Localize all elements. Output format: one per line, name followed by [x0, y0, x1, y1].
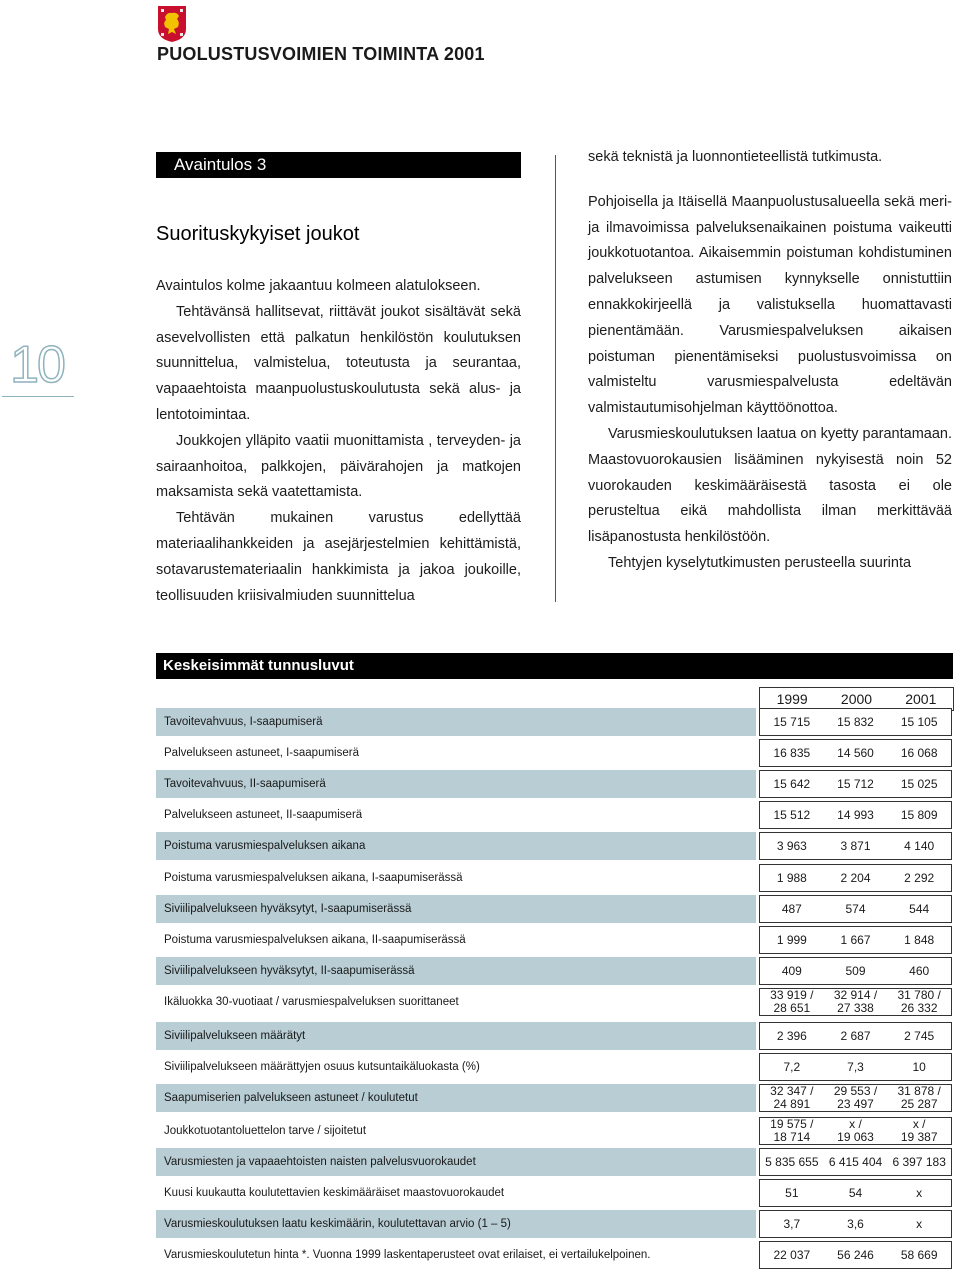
table-row	[156, 801, 953, 829]
row-label: Tavoitevahvuus, I-saapumiserä	[156, 708, 756, 736]
value-cell: 56 246	[837, 1247, 874, 1262]
row-label: Saapumiserien palvelukseen astuneet / koulutetut	[156, 1084, 756, 1112]
paragraph: Avaintulos kolme jakaantuu kolmeen alatulokseen.	[156, 278, 481, 294]
row-values	[759, 1210, 952, 1238]
table-row	[156, 926, 953, 954]
table-row	[156, 988, 953, 1016]
value-cell: 2 687	[840, 1028, 871, 1043]
row-label: Siviilipalvelukseen määrättyjen osuus kutsuntaikäluokasta (%)	[164, 1061, 480, 1073]
value-cell: 32 347 / 24 891	[770, 1084, 814, 1111]
row-values	[759, 988, 952, 1016]
row-values	[759, 957, 952, 985]
value-cell: 15 715	[773, 714, 811, 729]
table-row	[156, 1117, 953, 1145]
row-label: Siviilipalvelukseen hyväksytyt, I-saapumiserässä	[156, 895, 756, 923]
value-cell: 2 292	[904, 870, 935, 885]
left-text-column	[156, 274, 521, 609]
row-values	[759, 708, 952, 736]
row-values	[759, 895, 952, 923]
row-values	[759, 1241, 952, 1269]
table-row	[156, 1179, 953, 1207]
value-cell: 15 712	[837, 776, 874, 791]
row-values	[759, 1179, 952, 1207]
row-label: Varusmieskoulutuksen laatu keskimäärin, koulutettavan arvio (1 – 5)	[156, 1210, 756, 1238]
value-cell: 15 809	[900, 807, 938, 822]
row-values	[759, 770, 952, 798]
key-figures-title: Keskeisimmät tunnusluvut	[156, 653, 953, 679]
table-row	[156, 1053, 953, 1081]
table-row	[156, 895, 953, 923]
value-cell: 460	[909, 963, 930, 978]
value-cell: 31 878 / 25 287	[897, 1084, 941, 1111]
row-values	[759, 832, 952, 860]
table-row	[156, 739, 953, 767]
value-cell: 4 140	[904, 838, 935, 853]
value-cell: 574	[845, 901, 866, 916]
value-cell: 32 914 / 27 338	[833, 988, 878, 1015]
value-cell: 16 068	[900, 745, 938, 760]
value-cell: 3,6	[847, 1216, 864, 1231]
value-cell: 3 871	[840, 838, 871, 853]
value-cell: 15 642	[773, 776, 811, 791]
row-label: Joukkotuotantoluettelon tarve / sijoitetut	[164, 1125, 367, 1137]
value-cell: 544	[909, 901, 930, 916]
year-column-header: 2001	[905, 691, 937, 707]
table-row	[156, 832, 953, 860]
value-cell: 1 999	[776, 932, 807, 947]
value-cell: 409	[781, 963, 802, 978]
value-cell: 58 669	[900, 1247, 938, 1262]
value-cell: 509	[845, 963, 866, 978]
row-values	[759, 1148, 952, 1176]
value-cell: 7,3	[847, 1059, 864, 1074]
row-values	[759, 1084, 952, 1112]
value-cell: 10	[912, 1059, 926, 1074]
value-cell: x / 19 063	[837, 1117, 874, 1144]
row-label: Siviilipalvelukseen hyväksytyt, II-saapumiserässä	[156, 957, 756, 985]
value-cell: 16 835	[773, 745, 811, 760]
value-cell: 14 560	[837, 745, 874, 760]
row-values	[759, 739, 952, 767]
row-label: Palvelukseen astuneet, II-saapumiserä	[164, 809, 363, 821]
row-values	[759, 1117, 952, 1145]
value-cell: 15 832	[837, 714, 874, 729]
row-label: Varusmiesten ja vapaaehtoisten naisten palvelusvuorokaudet	[156, 1148, 756, 1176]
value-cell: 3,7	[783, 1216, 801, 1231]
page-number: 10	[10, 336, 64, 394]
value-cell: 3 963	[776, 838, 807, 853]
value-cell: 2 396	[776, 1028, 807, 1043]
paragraph: sekä teknistä ja luonnontieteellistä tutkimusta.	[588, 149, 883, 165]
row-label: Kuusi kuukautta koulutettavien keskimääräiset maastovuorokaudet	[164, 1187, 505, 1199]
row-label: Tavoitevahvuus, II-saapumiserä	[156, 770, 756, 798]
table-row	[156, 1148, 953, 1176]
row-label: Varusmieskoulutetun hinta *. Vuonna 1999 laskentaperusteet ovat erilaiset, ei vertailukelpoinen.	[164, 1249, 651, 1261]
value-cell: 1 988	[776, 870, 807, 885]
row-values	[759, 1053, 952, 1081]
right-text-column	[588, 145, 952, 577]
row-label: Ikäluokka 30-vuotiaat / varusmiespalveluksen suorittaneet	[164, 996, 459, 1008]
value-cell: 19 575 / 18 714	[770, 1117, 814, 1144]
coat-of-arms-icon	[157, 5, 187, 43]
value-cell: 1 848	[904, 932, 935, 947]
table-row	[156, 864, 953, 892]
paragraph: Tehtyjen kyselytutkimusten perusteella suurinta	[608, 554, 912, 571]
value-cell: 2 204	[840, 870, 871, 885]
page-number-rule	[2, 396, 74, 397]
section-title: Suorituskykyiset joukot	[156, 223, 360, 245]
value-cell: x	[916, 1185, 923, 1200]
row-values	[759, 1022, 952, 1050]
value-cell: 15 512	[773, 807, 811, 822]
value-cell: 487	[781, 901, 802, 916]
value-cell: 15 025	[900, 776, 938, 791]
table-row	[156, 708, 953, 736]
table-row	[156, 1022, 953, 1050]
value-cell: 5 835 655	[765, 1154, 819, 1169]
paragraph: Pohjoisella ja Itäisellä Maanpuolustusalueella sekä meri- ja ilmavoimissa palveluksenaikainen poistuma vaikeutti joukkotuotantoa. Aikaisemmin poistuman kohdistuminen palvelukseen astumisen kynnykselle onnistuttiin ennakkokirjeellä ja valistuksella huomattavasti pienentämään. Varusmiespalveluksen aikaisen poistuman pienentämiseksi puolustusvoimissa on valmisteltu varusmiespalvelusta edeltävän valmistautumisohjelman käyttöönottoa.	[588, 193, 952, 417]
table-row	[156, 770, 953, 798]
row-values	[759, 926, 952, 954]
row-label: Palvelukseen astuneet, I-saapumiserä	[164, 747, 359, 759]
row-values	[759, 801, 952, 829]
value-cell: 1 667	[840, 932, 871, 947]
paragraph: Tehtävän mukainen varustus edellyttää materiaalihankkeiden ja asejärjestelmien kehittämistä, sotavarustemateriaalin hankkimista ja jakoa joukoille, teollisuuden kriisivalmiuden suunnittelua	[156, 510, 521, 604]
value-cell: 7,2	[783, 1059, 801, 1074]
row-label: Siviilipalvelukseen määrätyt	[156, 1022, 756, 1050]
table-row	[156, 957, 953, 985]
value-cell: x	[916, 1216, 923, 1231]
document-header-title: PUOLUSTUSVOIMIEN TOIMINTA 2001	[157, 44, 485, 64]
value-cell: 33 919 / 28 651	[770, 988, 814, 1015]
value-cell: 2 745	[904, 1028, 935, 1043]
value-cell: 22 037	[773, 1247, 811, 1262]
value-cell: 6 397 183	[892, 1154, 946, 1169]
value-cell: 14 993	[837, 807, 874, 822]
table-row	[156, 1241, 953, 1269]
value-cell: x / 19 387	[900, 1117, 938, 1144]
row-label: Poistuma varusmiespalveluksen aikana	[156, 832, 756, 860]
paragraph: Tehtävänsä hallitsevat, riittävät joukot sisältävät sekä asevelvollisten että palkatun henkilöstön koulutuksen suunnittelua, valmistelua, toteutusta ja seurantaa, vapaaehtoista maanpuolustuskoulutusta sekä alus- ja lentotoimintaa.	[156, 303, 521, 423]
value-cell: 15 105	[900, 714, 938, 729]
year-column-header: 1999	[776, 691, 808, 707]
table-row	[156, 1210, 953, 1238]
table-row	[156, 1084, 953, 1112]
row-label: Poistuma varusmiespalveluksen aikana, I-saapumiserässä	[164, 872, 463, 884]
value-cell: 31 780 / 26 332	[897, 988, 941, 1015]
avaintulos-heading: Avaintulos 3	[156, 152, 521, 178]
value-cell: 29 553 / 23 497	[833, 1084, 878, 1111]
value-cell: 6 415 404	[828, 1154, 883, 1169]
value-cell: 54	[848, 1185, 863, 1200]
value-cell: 51	[785, 1185, 799, 1200]
row-values	[759, 864, 952, 892]
paragraph: Joukkojen ylläpito vaatii muonittamista , terveyden- ja sairaanhoitoa, palkkojen, päivärahojen ja matkojen maksamista sekä vaatettamista.	[156, 432, 521, 501]
row-label: Poistuma varusmiespalveluksen aikana, II-saapumiserässä	[164, 934, 466, 946]
column-divider	[555, 155, 556, 602]
paragraph: Varusmieskoulutuksen laatua on kyetty parantamaan. Maastovuorokausien lisääminen nykyisestä noin 52 vuorokauden keskimääräisestä tasosta ei ole perusteltua eikä mahdollista ilman merkittävää lisäpanostusta henkilöstöön.	[588, 425, 952, 546]
year-column-header: 2000	[840, 691, 873, 707]
